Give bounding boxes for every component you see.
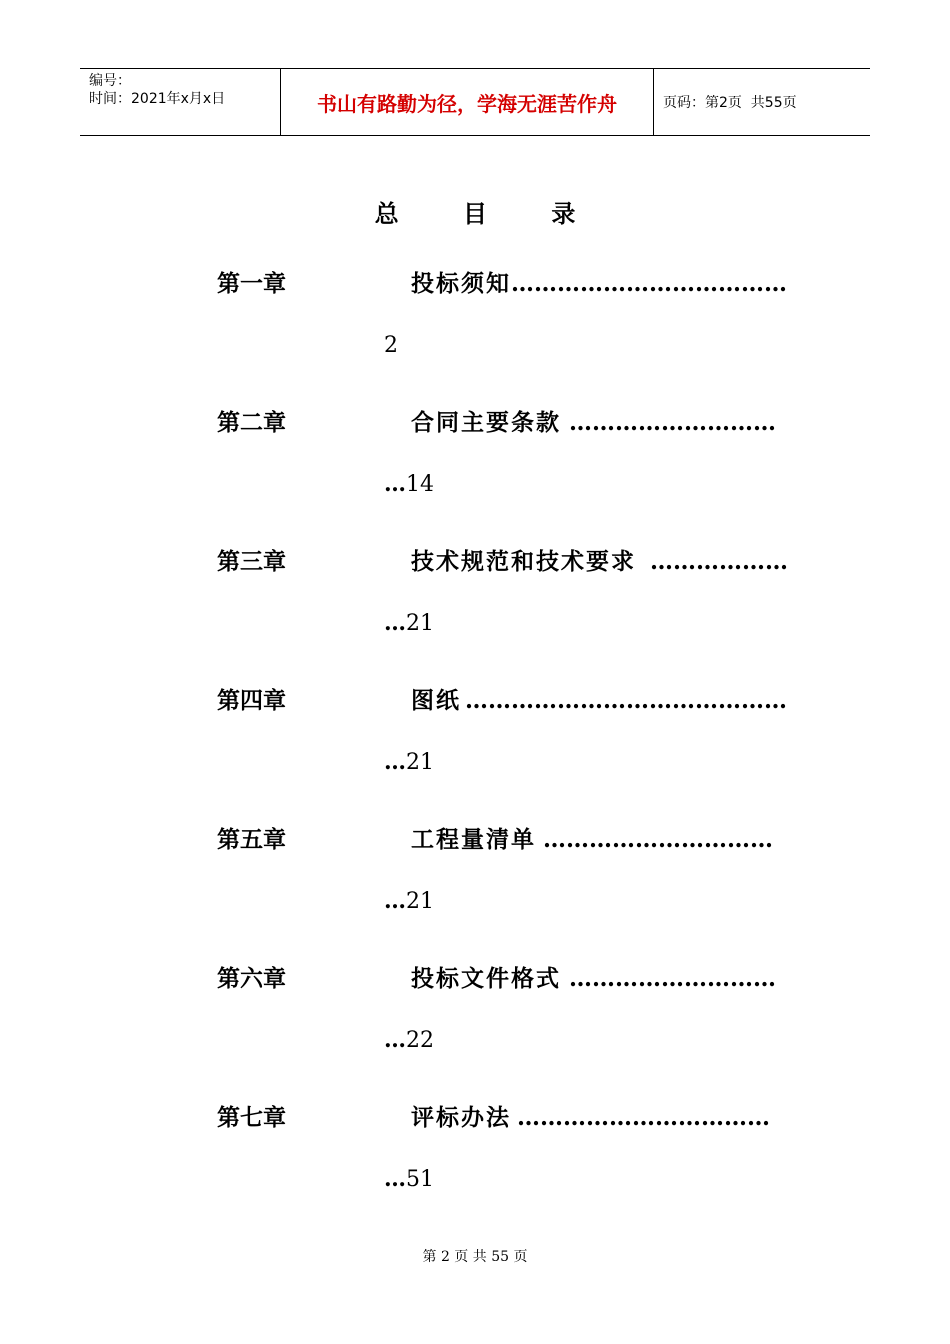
number-label: 编号：	[89, 73, 131, 89]
page-number: 21	[406, 889, 434, 914]
page-number-line	[384, 1164, 434, 1195]
toc-entry-7[interactable]	[0, 1102, 950, 1242]
chapter-label: 第二章	[217, 409, 286, 436]
header-page-info: 页码：第2页 共55页	[663, 95, 797, 111]
chapter-label: 第四章	[217, 687, 286, 714]
dot-leader: ……………………………………	[465, 687, 787, 714]
page-number-line	[384, 469, 434, 500]
page-number-line	[384, 330, 398, 361]
page-number: 2	[384, 333, 398, 358]
toc-entry-5[interactable]	[0, 824, 950, 964]
leader-continuation: …	[384, 471, 406, 497]
leader-continuation: …	[384, 610, 406, 636]
leader-continuation: …	[384, 1166, 406, 1192]
page-number-line	[384, 747, 434, 778]
entry-title: 工程量清单	[411, 826, 536, 853]
dot-leader: ………………………	[569, 965, 776, 992]
dot-leader: ………………………	[569, 409, 776, 436]
page-number-line	[384, 886, 434, 917]
page-header	[80, 68, 870, 136]
chapter-label: 第六章	[217, 965, 286, 992]
page-number: 21	[406, 611, 434, 636]
entry-title: 投标文件格式	[411, 965, 561, 992]
page-number-line	[384, 608, 434, 639]
entry-title: 合同主要条款	[411, 409, 561, 436]
entry-title: 评标办法	[411, 1104, 511, 1131]
toc-entry-3[interactable]	[0, 546, 950, 686]
page-number: 21	[406, 750, 434, 775]
entry-title: 图纸	[411, 687, 461, 714]
chapter-label: 第七章	[217, 1104, 286, 1131]
dot-leader: ………………………………	[511, 270, 787, 297]
chapter-label: 第一章	[217, 270, 286, 297]
leader-continuation: …	[384, 1027, 406, 1053]
dot-leader: …………………………	[543, 826, 773, 853]
header-meta	[80, 69, 281, 135]
entry-title: 投标须知	[411, 270, 511, 297]
toc-entry-1[interactable]	[0, 268, 950, 408]
leader-continuation: …	[384, 749, 406, 775]
time-label: 时间：2021年x月x日	[89, 91, 226, 107]
page-footer: 第 2 页 共 55 页	[422, 1249, 528, 1265]
header-motto: 书山有路勤为径，学海无涯苦作舟	[281, 69, 654, 135]
page-number: 22	[406, 1028, 434, 1053]
toc-entry-4[interactable]	[0, 685, 950, 825]
toc-entry-6[interactable]	[0, 963, 950, 1103]
leader-continuation: …	[384, 888, 406, 914]
entry-title: 技术规范和技术要求	[411, 548, 636, 575]
page-number: 51	[406, 1167, 434, 1192]
page-number: 14	[406, 472, 434, 497]
toc-title: 总 目 录	[374, 199, 604, 228]
chapter-label: 第三章	[217, 548, 286, 575]
dot-leader: ………………	[650, 548, 788, 575]
toc-entry-2[interactable]	[0, 407, 950, 547]
page-number-line	[384, 1025, 434, 1056]
chapter-label: 第五章	[217, 826, 286, 853]
dot-leader: ……………………………	[517, 1104, 770, 1131]
